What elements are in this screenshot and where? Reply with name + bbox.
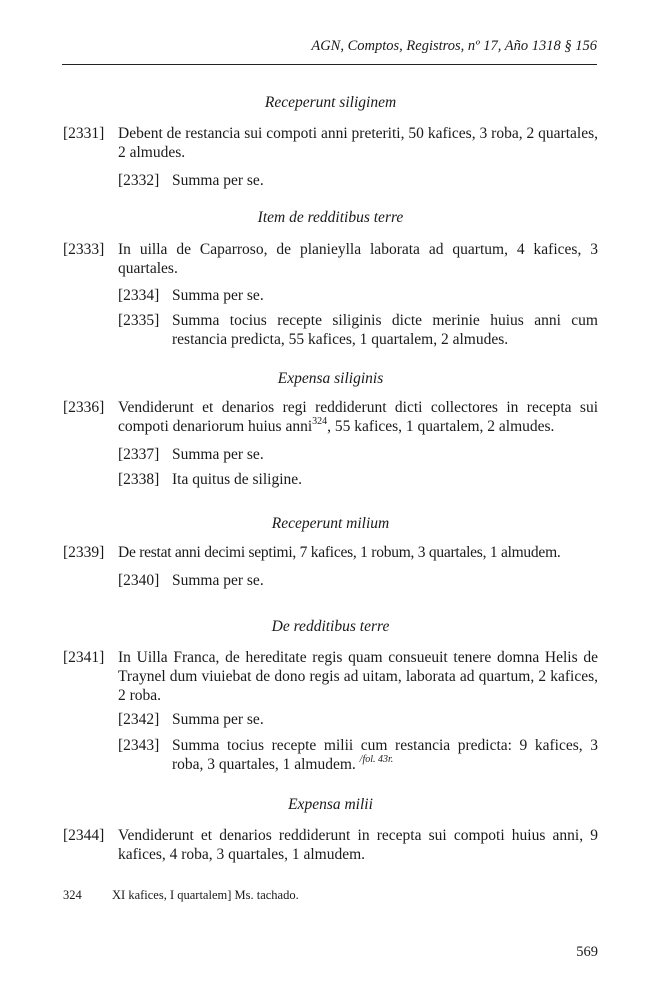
entry-number: [2335] xyxy=(118,312,160,329)
section-heading: Receperunt milium xyxy=(271,515,390,532)
entry-text xyxy=(118,398,598,436)
entry-text: Summa per se. xyxy=(172,446,264,463)
footnote-number: 324 xyxy=(63,888,82,902)
entry-text: Summa per se. xyxy=(172,711,264,728)
entry-text: In uilla de Caparroso, de planieylla laborata ad quartum, 4 kafices, 3 quartales. xyxy=(118,241,598,277)
entry-text: Summa per se. xyxy=(172,572,264,589)
section-heading: De redditibus terre xyxy=(271,618,390,635)
header-rule xyxy=(62,64,597,65)
entry-text-part: Summa tocius recepte milii cum restancia predicta: 9 kafices, 3 roba, 3 quartales, 1 almudem. xyxy=(172,737,598,773)
entry-text-part: Vendiderunt et denarios regi reddiderunt dicti collectores in recepta sui compoti denariorum huius anni xyxy=(118,399,598,435)
entry-2333 xyxy=(63,240,598,278)
footnote-reference: 324 xyxy=(312,416,328,427)
entry-2337 xyxy=(63,445,598,464)
entry-2336 xyxy=(63,398,598,436)
entry-2342 xyxy=(63,710,598,729)
entry-text: Debent de restancia sui compoti anni preteriti, 50 kafices, 3 roba, 2 quartales, 2 almudes. xyxy=(118,125,598,161)
section-heading: Item de redditibus terre xyxy=(257,209,404,226)
entry-2338 xyxy=(63,470,598,489)
entry-number: [2333] xyxy=(63,241,105,258)
entry-number: [2340] xyxy=(118,572,160,589)
entry-number: [2334] xyxy=(118,287,160,304)
entry-number: [2342] xyxy=(118,711,160,728)
entry-text: Summa tocius recepte siliginis dicte merinie huius anni cum restancia predicta, 55 kafices, 1 quartalem, 2 almudes. xyxy=(172,312,598,348)
footnote-text: XI kafices, I quartalem] Ms. tachado. xyxy=(112,888,299,902)
entry-number: [2332] xyxy=(118,172,160,189)
entry-2335 xyxy=(63,311,598,349)
entry-number: [2339] xyxy=(63,544,105,561)
section-heading: Expensa siliginis xyxy=(277,370,384,387)
entry-text: Summa per se. xyxy=(172,172,264,189)
entry-text: Summa per se. xyxy=(172,287,264,304)
entry-2332 xyxy=(63,171,598,190)
entry-2344 xyxy=(63,826,598,864)
page-number: 569 xyxy=(576,944,598,960)
folio-marker: /fol. 43r. xyxy=(359,754,394,765)
entry-number: [2337] xyxy=(118,446,160,463)
entry-text: Ita quitus de siligine. xyxy=(172,471,303,488)
running-header: AGN, Comptos, Registros, nº 17, Año 1318 § 156 xyxy=(311,38,597,54)
entry-text: Vendiderunt et denarios reddiderunt in recepta sui compoti huius anni, 9 kafices, 4 roba, 3 quartales, 1 almudem. xyxy=(118,827,598,863)
entry-number: [2336] xyxy=(63,399,105,416)
section-heading: Receperunt siliginem xyxy=(264,94,397,111)
entry-2343 xyxy=(63,736,598,774)
entry-text: De restat anni decimi septimi, 7 kafices, 1 robum, 3 quartales, 1 almudem. xyxy=(118,544,561,561)
entry-number: [2341] xyxy=(63,649,105,666)
section-heading: Expensa milii xyxy=(288,796,373,813)
entry-text: In Uilla Franca, de hereditate regis quam consueuit tenere domna Helis de Traynel dum viuiebat de dono regis ad uitam, laborata ad quartum, 2 kafices, 2 roba. xyxy=(118,649,598,704)
entry-2340 xyxy=(63,571,598,590)
entry-number: [2338] xyxy=(118,471,160,488)
entry-number: [2344] xyxy=(63,827,105,844)
entry-2341 xyxy=(63,648,598,705)
entry-2331 xyxy=(63,124,598,162)
entry-text xyxy=(172,736,598,774)
entry-text-part: , 55 kafices, 1 quartalem, 2 almudes. xyxy=(327,418,555,435)
entry-number: [2331] xyxy=(63,125,105,142)
entry-2339 xyxy=(63,543,598,562)
entry-number: [2343] xyxy=(118,737,160,754)
footnote xyxy=(63,888,299,903)
entry-2334 xyxy=(63,286,598,305)
